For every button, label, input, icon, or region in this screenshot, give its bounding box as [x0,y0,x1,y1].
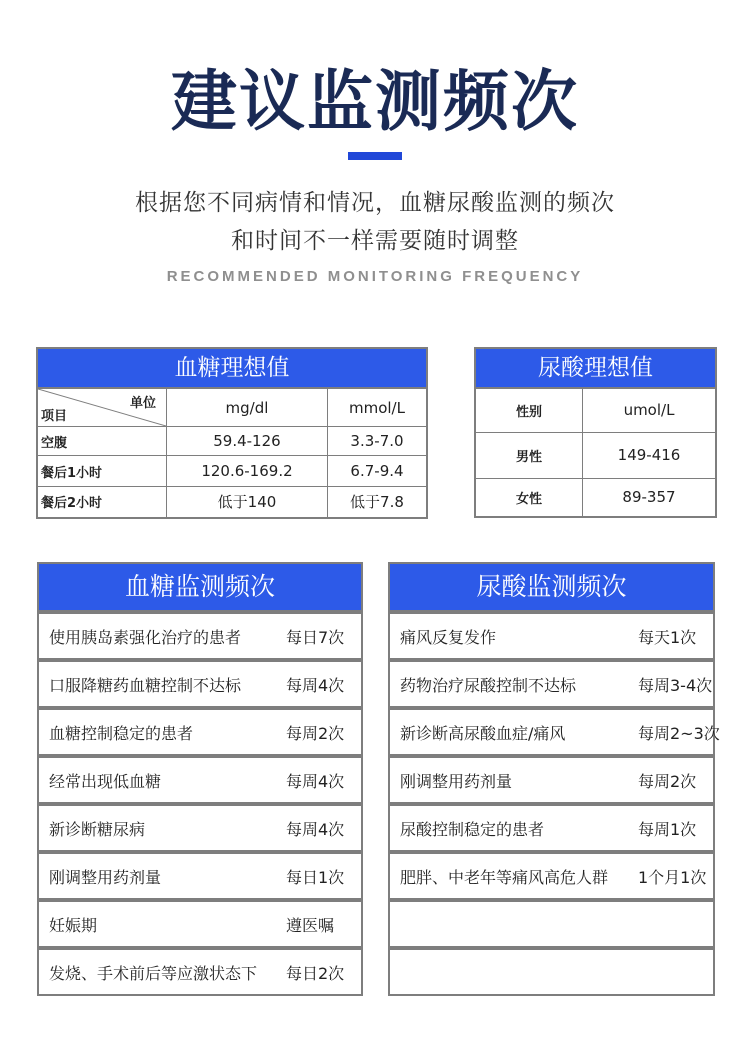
table-row [476,432,715,478]
frequency-value: 每日1次 [286,867,345,887]
patient-condition: 新诊断高尿酸血症/痛风 [400,723,566,743]
glucose-frequency-title: 血糖监测频次 [39,564,361,610]
patient-condition: 使用胰岛素强化治疗的患者 [49,627,242,647]
table-row [39,658,361,706]
table-row [390,706,720,754]
column-header: mg/dl [167,389,328,427]
frequency-value: 1个月1次 [638,867,707,887]
item-label: 项目 [41,409,68,424]
column-header: umol/L [583,389,716,432]
cell-value: 89-357 [583,478,716,516]
table-row [39,802,361,850]
cell-value: 3.3-7.0 [327,427,426,456]
patient-condition: 经常出现低血糖 [49,771,162,791]
unit-label: 单位 [129,396,156,411]
cell-value: 6.7-9.4 [327,456,426,487]
patient-condition: 血糖控制稳定的患者 [49,723,194,743]
row-label: 餐后2小时 [38,487,167,517]
patient-condition: 尿酸控制稳定的患者 [400,819,545,839]
patient-condition: 刚调整用药剂量 [49,867,162,887]
uric-frequency-title: 尿酸监测频次 [390,564,713,610]
diagonal-header-cell [38,389,167,427]
table-row [39,610,361,658]
table-row [39,706,361,754]
patient-condition: 刚调整用药剂量 [400,771,513,791]
uric-ideal-title: 尿酸理想值 [476,349,715,389]
cell-value: 低于140 [167,487,328,517]
table-row [39,754,361,802]
frequency-value: 遵医嘱 [286,915,335,935]
patient-condition: 肥胖、中老年等痛风高危人群 [400,867,609,887]
frequency-value: 每周4次 [286,771,345,791]
row-label: 餐后1小时 [38,456,167,487]
table-row [39,946,361,994]
patient-condition: 药物治疗尿酸控制不达标 [400,675,577,695]
column-header: mmol/L [327,389,426,427]
table-row [38,456,426,487]
frequency-value: 每日2次 [286,963,345,983]
frequency-value: 每天1次 [638,627,697,647]
cell-value: 120.6-169.2 [167,456,328,487]
page-title: 建议监测频次 [171,63,579,140]
patient-condition: 妊娠期 [49,915,98,935]
frequency-value: 每周2~3次 [638,723,720,743]
frequency-value: 每周3-4次 [638,675,713,695]
table-row [390,946,713,994]
row-label: 男性 [476,432,583,478]
subtitle-english: RECOMMENDED MONITORING FREQUENCY [166,268,584,285]
frequency-value: 每周4次 [286,819,345,839]
frequency-value: 每周2次 [286,723,345,743]
patient-condition: 发烧、手术前后等应激状态下 [49,963,258,983]
frequency-value: 每周4次 [286,675,345,695]
uric-frequency-table [388,562,720,996]
subtitle-line-2: 和时间不一样需要随时调整 [231,228,519,254]
table-row [38,487,426,517]
subtitle-line-1: 根据您不同病情和情况，血糖尿酸监测的频次 [135,190,615,216]
row-label: 空腹 [38,427,167,456]
row-label: 女性 [476,478,583,516]
table-row [390,802,713,850]
cell-value: 149-416 [583,432,716,478]
table-row [390,850,713,898]
table-row [38,427,426,456]
table-row [476,478,715,516]
cell-value: 59.4-126 [167,427,328,456]
table-row [390,898,713,946]
title-accent-bar [348,152,402,160]
table-row [390,610,713,658]
glucose-ideal-title: 血糖理想值 [38,349,426,389]
table-row [390,754,713,802]
table-row [390,658,713,706]
glucose-frequency-table [37,562,363,996]
patient-condition: 口服降糖药血糖控制不达标 [49,675,242,695]
table-row [39,898,361,946]
frequency-value: 每周2次 [638,771,697,791]
table-row [39,850,361,898]
glucose-ideal-table [36,347,428,519]
patient-condition: 痛风反复发作 [400,627,497,647]
frequency-value: 每日7次 [286,627,345,647]
patient-condition: 新诊断糖尿病 [49,819,146,839]
cell-value: 低于7.8 [327,487,426,517]
column-header: 性别 [476,389,583,432]
uric-ideal-table [474,347,717,518]
frequency-value: 每周1次 [638,819,697,839]
